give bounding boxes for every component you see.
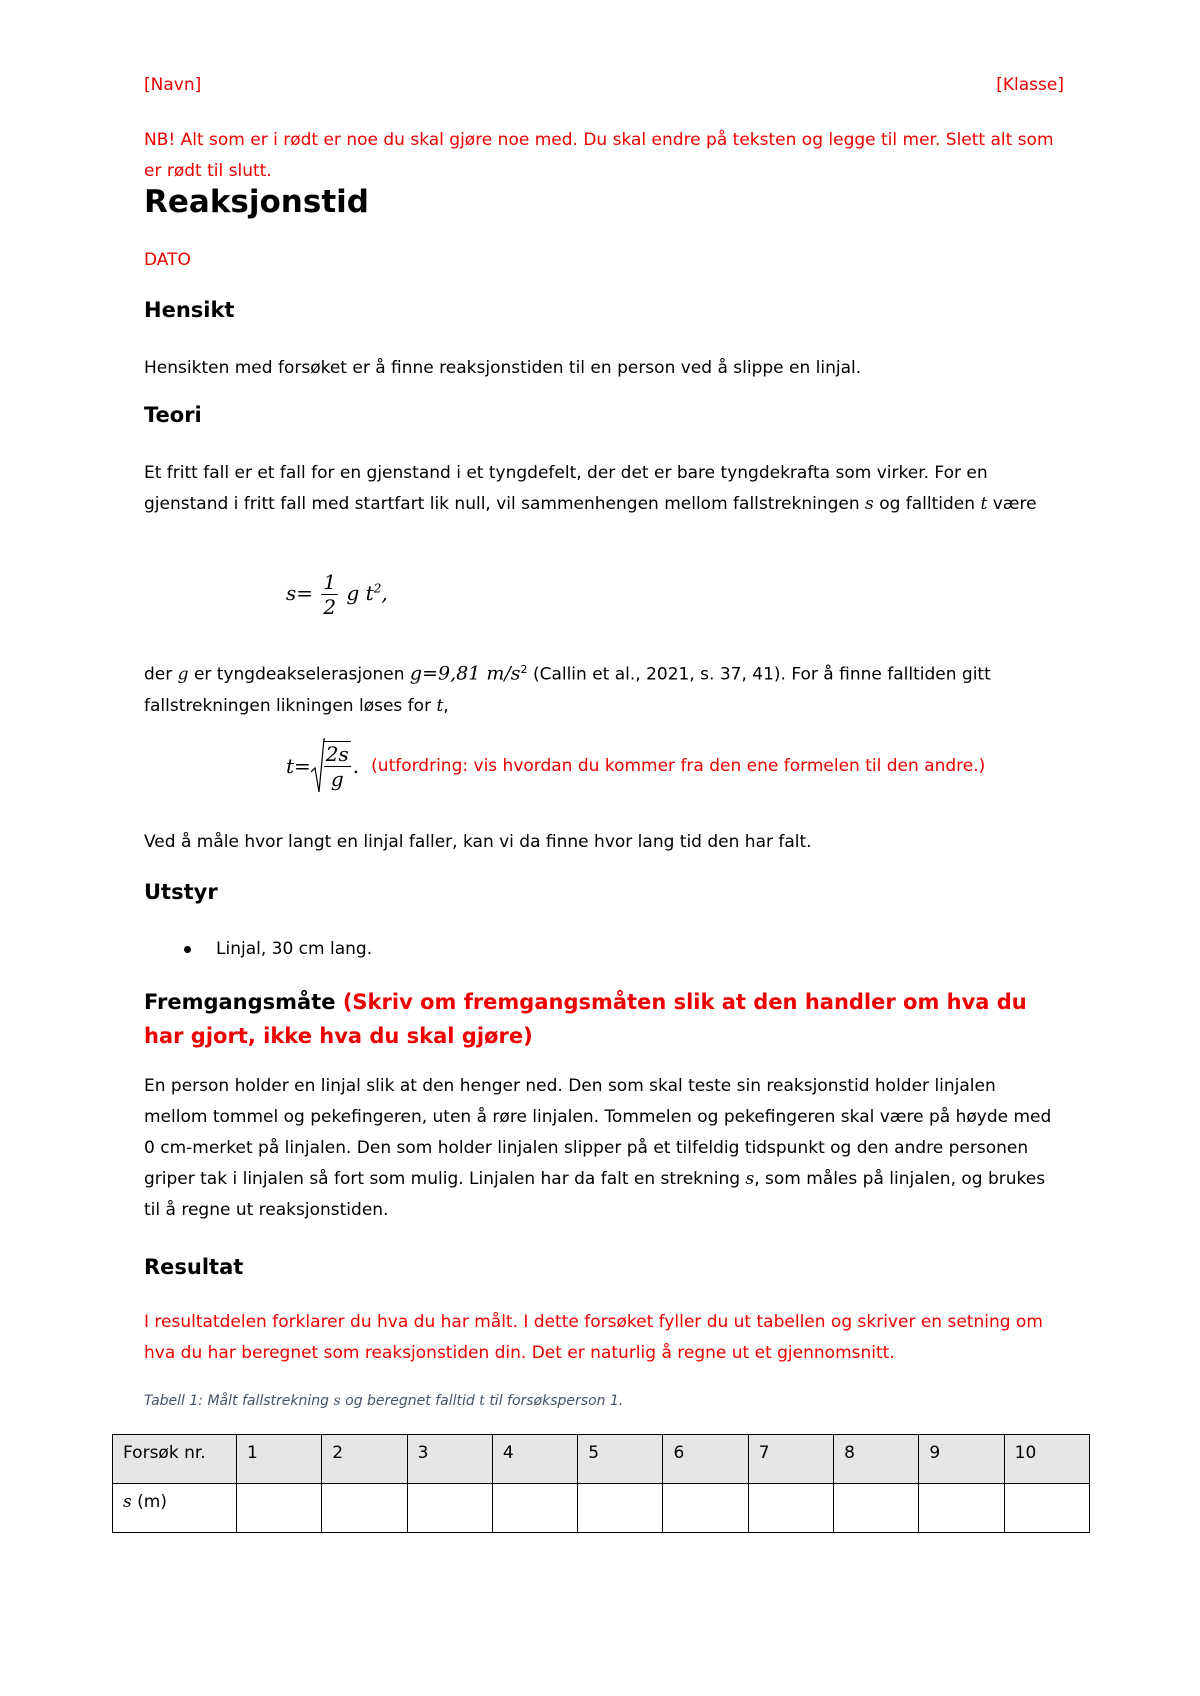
name-placeholder[interactable]: [Navn] [144, 75, 202, 95]
variable-s-2: s [745, 1169, 755, 1189]
formula-free-fall [286, 570, 388, 619]
formula2-lhs: t= [286, 754, 311, 778]
results-heading: Resultat [144, 1255, 244, 1279]
sqrt-fraction [324, 741, 351, 791]
table-header-cell: 5 [578, 1435, 663, 1484]
formula-tail: , [381, 581, 388, 605]
purpose-heading: Hensikt [144, 298, 235, 322]
row-label-s [113, 1484, 237, 1533]
table-header-cell: 9 [919, 1435, 1004, 1484]
fraction-denominator: 2 [323, 595, 337, 619]
table-input-cell[interactable] [1004, 1484, 1089, 1533]
procedure-heading: Fremgangsmåte [144, 990, 336, 1014]
procedure-text [144, 1071, 1064, 1226]
theory-text-b: og falltiden [879, 494, 976, 514]
theory2-text-a: der [144, 664, 173, 685]
document-title: Reaksjonstid [144, 184, 369, 220]
fraction-numerator: 1 [323, 570, 337, 594]
theory2-text-b: er tyngdeakselerasjonen [193, 664, 405, 685]
fraction-half [321, 570, 338, 619]
table-header-cell: 7 [748, 1435, 833, 1484]
variable-t: t [980, 494, 988, 514]
results-instruction: I resultatdelen forklarer du hva du har målt. I dette forsøket fyller du ut tabellen og skriver en setning om hva du har beregnet som reaksjonstiden din. Det er naturlig å regne ut et gjennomsnitt. [144, 1312, 1043, 1363]
table-header-cell: 10 [1004, 1435, 1089, 1484]
caption-text-c: til forsøksperson 1. [489, 1393, 624, 1409]
theory-heading: Teori [144, 403, 202, 427]
caption-var-t: t [479, 1393, 485, 1409]
theory2-text-d: , [443, 695, 449, 716]
table-header-cell: Forsøk nr. [113, 1435, 237, 1484]
purpose-text: Hensikten med forsøket er å finne reaksjonstiden til en person ved å slippe en linjal. [144, 358, 862, 378]
caption-text-a: Tabell 1: Målt fallstrekning [144, 1393, 330, 1409]
row-label-var: s [123, 1492, 132, 1512]
table-input-cell[interactable] [834, 1484, 919, 1533]
table-input-cell[interactable] [492, 1484, 577, 1533]
table-caption [144, 1393, 623, 1409]
variable-t-2: t [436, 695, 444, 716]
equipment-item-label: Linjal, 30 cm lang. [216, 939, 373, 959]
sqrt-denominator: g [330, 767, 344, 791]
theory-paragraph-1 [144, 458, 1064, 520]
table-header-row [113, 1435, 1090, 1484]
table-header-cell: 8 [834, 1435, 919, 1484]
formula-lhs: s= [286, 581, 314, 605]
theory-paragraph-3: Ved å måle hvor langt en linjal faller, kan vi da finne hvor lang tid den har falt. [144, 832, 812, 852]
formula-time-row [286, 738, 985, 794]
results-table [112, 1434, 1090, 1533]
sqrt-sign-icon [311, 738, 325, 794]
challenge-note: (utfordring: vis hvordan du kommer fra den ene formelen til den andre.) [371, 755, 986, 776]
procedure-text-b: , som måles på linjalen, og brukes til å regne ut reaksjonstiden. [144, 1169, 1046, 1220]
table-input-cell[interactable] [322, 1484, 407, 1533]
table-input-cell[interactable] [578, 1484, 663, 1533]
equipment-heading: Utstyr [144, 880, 218, 904]
table-header-cell: 3 [407, 1435, 492, 1484]
table-input-cell[interactable] [748, 1484, 833, 1533]
theory-text-a: Et fritt fall er et fall for en gjenstand i et tyngdefelt, der det er bare tyngdekrafta som virker. For en gjenstand i fritt fall med startfart lik null, vil sammenhengen mellom fallstrekningen [144, 463, 988, 514]
table-header-cell: 2 [322, 1435, 407, 1484]
table-input-cell[interactable] [663, 1484, 748, 1533]
table-input-cell[interactable] [407, 1484, 492, 1533]
formula2-tail: . [352, 754, 360, 778]
table-header-cell: 6 [663, 1435, 748, 1484]
gravity-exponent: 2 [520, 663, 528, 676]
theory2-text-c: (Callin et al., 2021, s. 37, 41). For å finne falltiden gitt fallstrekningen likningen løses for [144, 664, 991, 716]
gravity-value: g=9,81 m/s [409, 662, 521, 685]
square-root [311, 738, 353, 794]
equipment-list-item [184, 934, 372, 965]
procedure-heading-row [144, 985, 1064, 1053]
sqrt-numerator: 2s [325, 742, 349, 766]
table-input-cell[interactable] [919, 1484, 1004, 1533]
table-row [113, 1484, 1090, 1533]
instruction-note: NB! Alt som er i rødt er noe du skal gjøre noe med. Du skal endre på teksten og legge til mer. Slett alt som er rødt til slutt. [144, 130, 1054, 181]
theory-text-c: være [992, 494, 1037, 514]
caption-text-b: og beregnet falltid [345, 1393, 475, 1409]
theory-paragraph-2 [144, 654, 1064, 722]
table-header-cell: 4 [492, 1435, 577, 1484]
variable-s: s [865, 494, 874, 514]
formula-exponent: 2 [373, 581, 382, 596]
caption-var-s: s [333, 1393, 341, 1409]
variable-g: g [177, 664, 189, 685]
bullet-icon [184, 946, 191, 953]
table-header-cell: 1 [237, 1435, 322, 1484]
procedure-text-a: En person holder en linjal slik at den henger ned. Den som skal teste sin reaksjonstid holder linjalen mellom tommel og pekefingeren, uten å røre linjalen. Tommelen og pekefingeren skal være på høyde med 0 cm-merket på linjalen. Den som holder linjalen slipper på et tilfeldig tidspunkt og den andre personen griper tak i linjalen så fort som mulig. Linjalen har da falt en strekning [144, 1076, 1052, 1189]
class-placeholder[interactable]: [Klasse] [996, 75, 1064, 95]
date-placeholder[interactable]: DATO [144, 250, 191, 270]
procedure-heading-note: (Skriv om fremgangsmåten slik at den handler om hva du har gjort, ikke hva du skal gjøre) [144, 990, 1027, 1048]
row-label-unit: (m) [137, 1492, 167, 1512]
formula-rest: g t [346, 581, 374, 605]
table-input-cell[interactable] [237, 1484, 322, 1533]
